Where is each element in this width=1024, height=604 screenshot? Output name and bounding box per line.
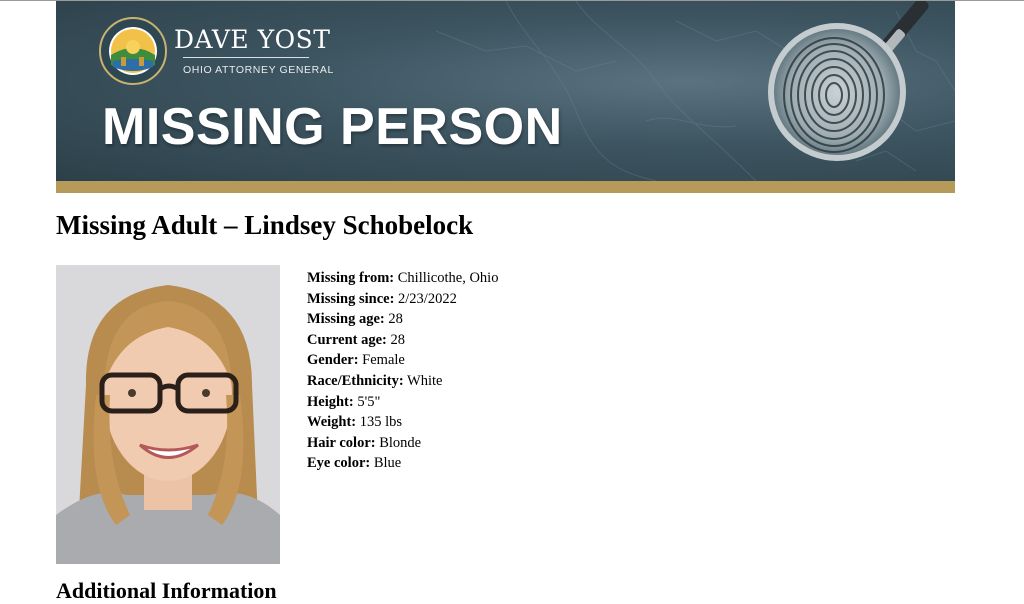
brand-subtitle: OHIO ATTORNEY GENERAL — [183, 64, 334, 76]
banner-title: MISSING PERSON — [102, 98, 563, 156]
additional-info-heading: Additional Information — [56, 578, 277, 603]
header-banner — [56, 1, 955, 181]
magnifying-glass-fingerprint-icon — [702, 1, 952, 177]
brand-divider — [183, 57, 309, 58]
detail-hair-color: Hair color: Blonde — [307, 434, 422, 451]
detail-missing-since: Missing since: 2/23/2022 — [307, 290, 457, 307]
gold-accent-bar — [56, 181, 955, 193]
detail-eye-color: Eye color: Blue — [307, 455, 402, 472]
brand-name: DAVE YOST — [174, 25, 331, 54]
detail-gender: Gender: Female — [307, 352, 405, 369]
detail-missing-age: Missing age: 28 — [307, 311, 403, 328]
ohio-seal-logo — [99, 17, 167, 85]
detail-missing-from: Missing from: Chillicothe, Ohio — [307, 270, 499, 286]
detail-height: Height: 5'5" — [307, 393, 381, 410]
detail-current-age: Current age: 28 — [307, 331, 405, 348]
page-title: Missing Adult – Lindsey Schobelock — [56, 210, 474, 240]
person-details — [307, 268, 498, 474]
detail-weight: Weight: 135 lbs — [307, 414, 403, 431]
missing-person-photo — [56, 265, 280, 564]
detail-race-ethnicity: Race/Ethnicity: White — [307, 372, 443, 389]
